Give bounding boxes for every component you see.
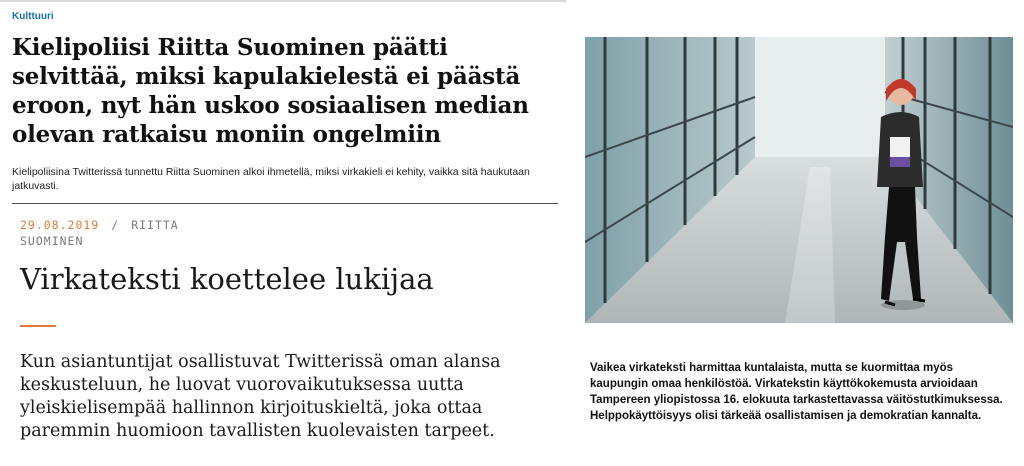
accent-divider	[20, 325, 56, 327]
meta-separator: /	[111, 218, 120, 232]
divider	[0, 0, 566, 2]
article-body: Kun asiantuntijat osallistuvat Twitterissä oman alansa keskusteluun, he luovat vuorovaikutuksessa uutta yleiskielisempää hallinnon kirjoituskieltä, joka ottaa paremmin huomioon tavallisten kuolevaisten tarpeet.	[20, 352, 501, 441]
article-meta	[20, 217, 220, 249]
photo-illustration	[585, 37, 1013, 323]
article-photo[interactable]	[585, 37, 1013, 323]
author-name[interactable]: RIITTA SUOMINEN	[20, 218, 179, 248]
photo-caption: Vaikea virkateksti harmittaa kuntalaista, mutta se kuormittaa myös kaupungin omaa henkilöstöä. Virkatekstin käyttökokemusta arvioidaan Tampereen yliopistossa 16. elokuuta tarkastettavassa väitöstutkimuksessa. Helppokäyttöisyys olisi tärkeää osallistamisen ja demokratian kannalta.	[590, 362, 1003, 422]
headline[interactable]: Kielipoliisi Riitta Suominen päätti selvittää, miksi kapulakielestä ei päästä eroon, nyt hän uskoo sosiaalisen median olevan ratkaisu moniin ongelmiin	[12, 34, 529, 148]
category-link[interactable]: Kulttuuri	[12, 11, 54, 22]
article-title: Virkateksti koettelee lukijaa	[20, 262, 434, 296]
publish-date: 29.08.2019	[20, 218, 100, 232]
divider	[12, 203, 558, 204]
lede: Kielipoliisina Twitterissä tunnettu Riitta Suominen alkoi ihmetellä, miksi virkakieli ei kehity, vaikka sitä haukutaan jatkuvasti.	[12, 166, 530, 192]
news-card[interactable]	[0, 0, 566, 210]
